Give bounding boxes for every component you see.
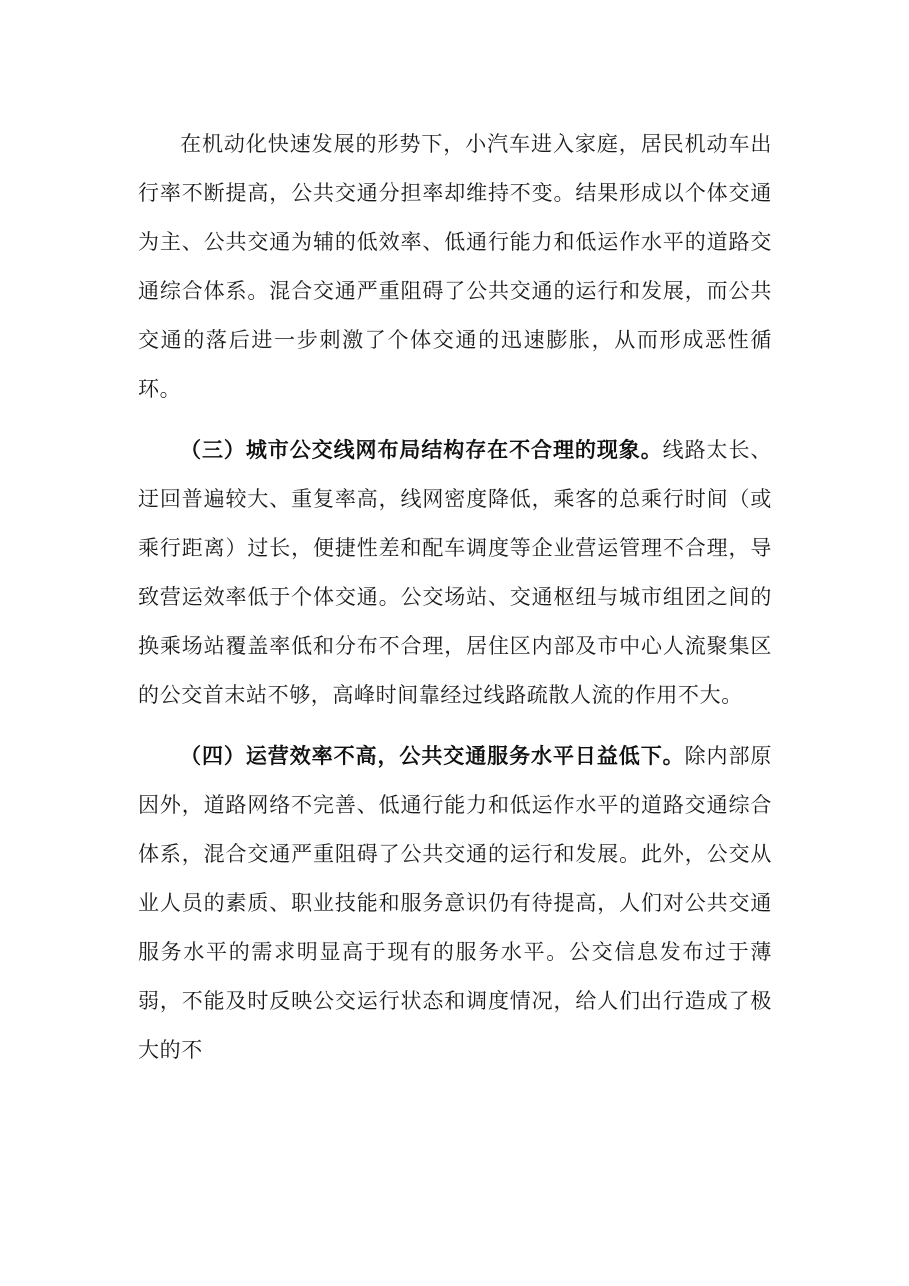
paragraph-service-level (138, 732, 772, 1075)
paragraph-motorization (138, 120, 772, 414)
paragraph-network-layout (138, 426, 772, 720)
section-heading-4: （四）运营效率不高，公共交通服务水平日益低下。 (180, 744, 685, 768)
paragraph-body-text: 线路太长、迂回普遍较大、重复率高，线网密度降低，乘客的总乘行时间（或乘行距离）过长，便捷性差和配车调度等企业营运管理不合理，导致营运效率低于个体交通。公交场站、交通枢纽与城市组团之间的换乘场站覆盖率低和分布不合理，居住区内部及市中心人流聚集区的公交首末站不够，高峰时间靠经过线路疏散人流的作用不大。 (138, 438, 773, 707)
paragraph-body-text: 除内部原因外，道路网络不完善、低通行能力和低运作水平的道路交通综合体系，混合交通严重阻碍了公共交通的运行和发展。此外，公交从业人员的素质、职业技能和服务意识仍有待提高，人们对公共交通服务水平的需求明显高于现有的服务水平。公交信息发布过于薄弱，不能及时反映公交运行状态和调度情况，给人们出行造成了极大的不 (138, 744, 772, 1062)
document-page (138, 120, 772, 1075)
paragraph-body-text: 在机动化快速发展的形势下，小汽车进入家庭，居民机动车出行率不断提高，公共交通分担率却维持不变。结果形成以个体交通为主、公共交通为辅的低效率、低通行能力和低运作水平的道路交通综合体系。混合交通严重阻碍了公共交通的运行和发展，而公共交通的落后进一步刺激了个体交通的迅速膨胀，从而形成恶性循环。 (138, 132, 772, 401)
section-heading-3: （三）城市公交线网布局结构存在不合理的现象。 (180, 438, 663, 462)
